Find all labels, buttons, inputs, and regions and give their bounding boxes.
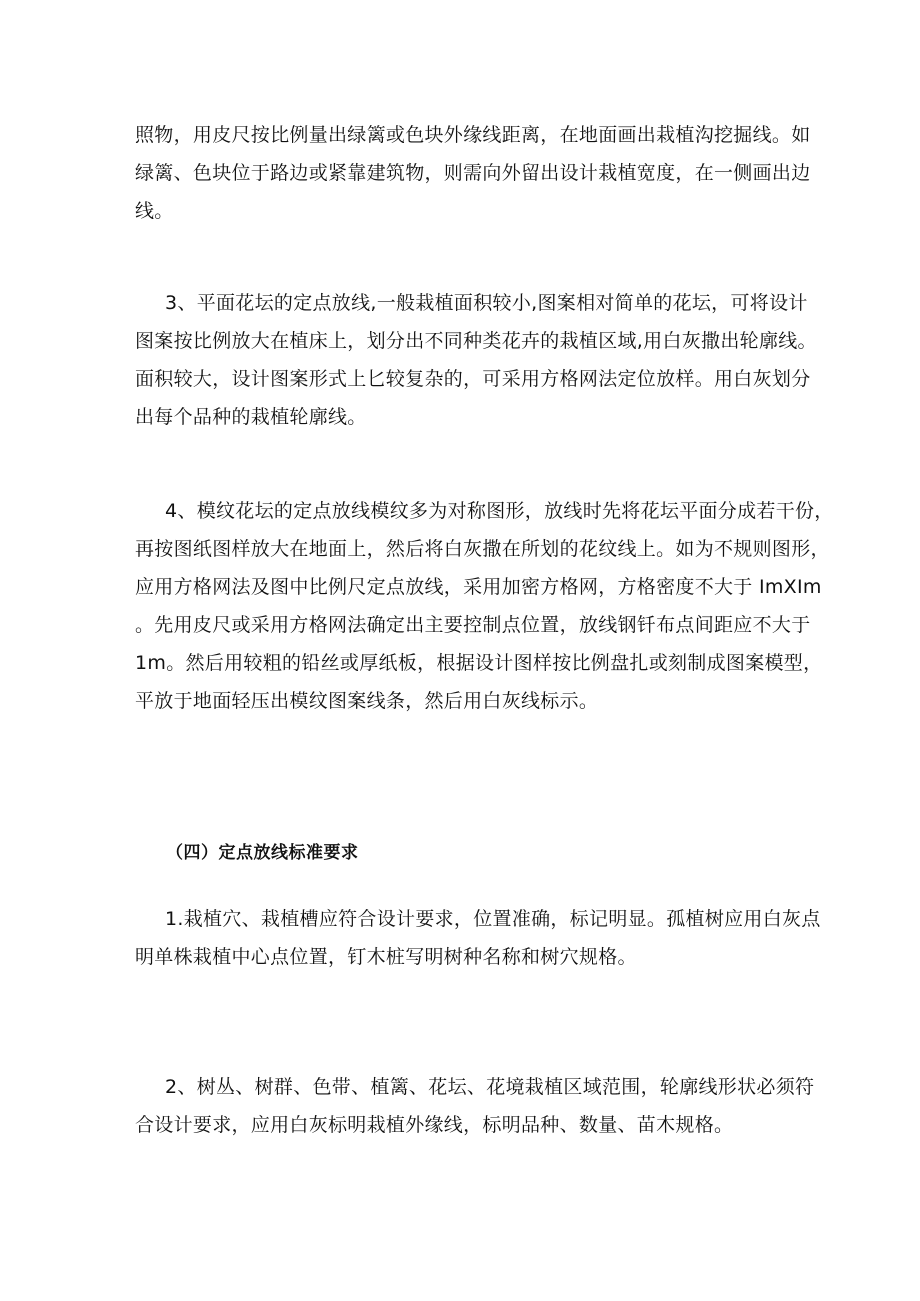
paragraph-flat-flowerbed-layout <box>135 284 817 436</box>
text-line: 。先用皮尺或采用方格网法确定出主要控制点位置，放线钢钎布点间距应不大于 <box>135 614 811 636</box>
text-line: 照物，用皮尺按比例量出绿篱或色块外缘线距离，在地面画出栽植沟挖掘线。如 <box>135 124 811 146</box>
text-line: 3、平面花坛的定点放线,一般栽植面积较小,图案相对简单的花坛，可将设计 <box>165 292 808 314</box>
requirement-planting-pits <box>135 900 821 976</box>
paragraph-green-hedge-layout <box>135 116 811 230</box>
text-line: 1.栽植穴、栽植槽应符合设计要求，位置准确，标记明显。孤植树应用白灰点 <box>165 908 821 930</box>
text-line: 合设计要求，应用白灰标明栽植外缘线，标明品种、数量、苗木规格。 <box>135 1114 734 1136</box>
text-line: 绿篱、色块位于路边或紧靠建筑物，则需向外留出设计栽植宽度，在一侧画出边 <box>135 162 811 184</box>
text-line: 4、模纹花坛的定点放线模纹多为对称图形，放线时先将花坛平面分成若干份， <box>165 500 834 522</box>
text-line: 线。 <box>135 200 174 222</box>
text-line: 面积较大，设计图案形式上匕较复杂的，可采用方格网法定位放样。用白灰划分 <box>135 368 811 390</box>
text-line: 平放于地面轻压出模纹图案线条，然后用白灰线标示。 <box>135 690 599 712</box>
requirement-planting-areas <box>135 1068 815 1144</box>
section-heading: （四）定点放线标准要求 <box>166 843 359 863</box>
text-line: 应用方格网法及图中比例尺定点放线，采用加密方格网，方格密度不大于 ImXIm <box>135 576 822 598</box>
paragraph-pattern-flowerbed-layout <box>135 492 834 720</box>
text-line: 再按图纸图样放大在地面上，然后将白灰撒在所划的花纹线上。如为不规则图形， <box>135 538 830 560</box>
text-line: 明单株栽植中心点位置，钉木桩写明树种名称和树穴规格。 <box>135 946 637 968</box>
text-line: 1m。然后用较粗的铅丝或厚纸板，根据设计图样按比例盘扎或刻制成图案模型， <box>135 652 823 674</box>
text-line: 图案按比例放大在植床上，划分出不同种类花卉的栽植区域,用白灰撒出轮廓线。 <box>135 330 817 352</box>
text-line: 2、树丛、树群、色带、植篱、花坛、花境栽植区域范围，轮廓线形状必须符 <box>165 1076 815 1098</box>
text-line: 出每个品种的栽植轮廓线。 <box>135 406 367 428</box>
